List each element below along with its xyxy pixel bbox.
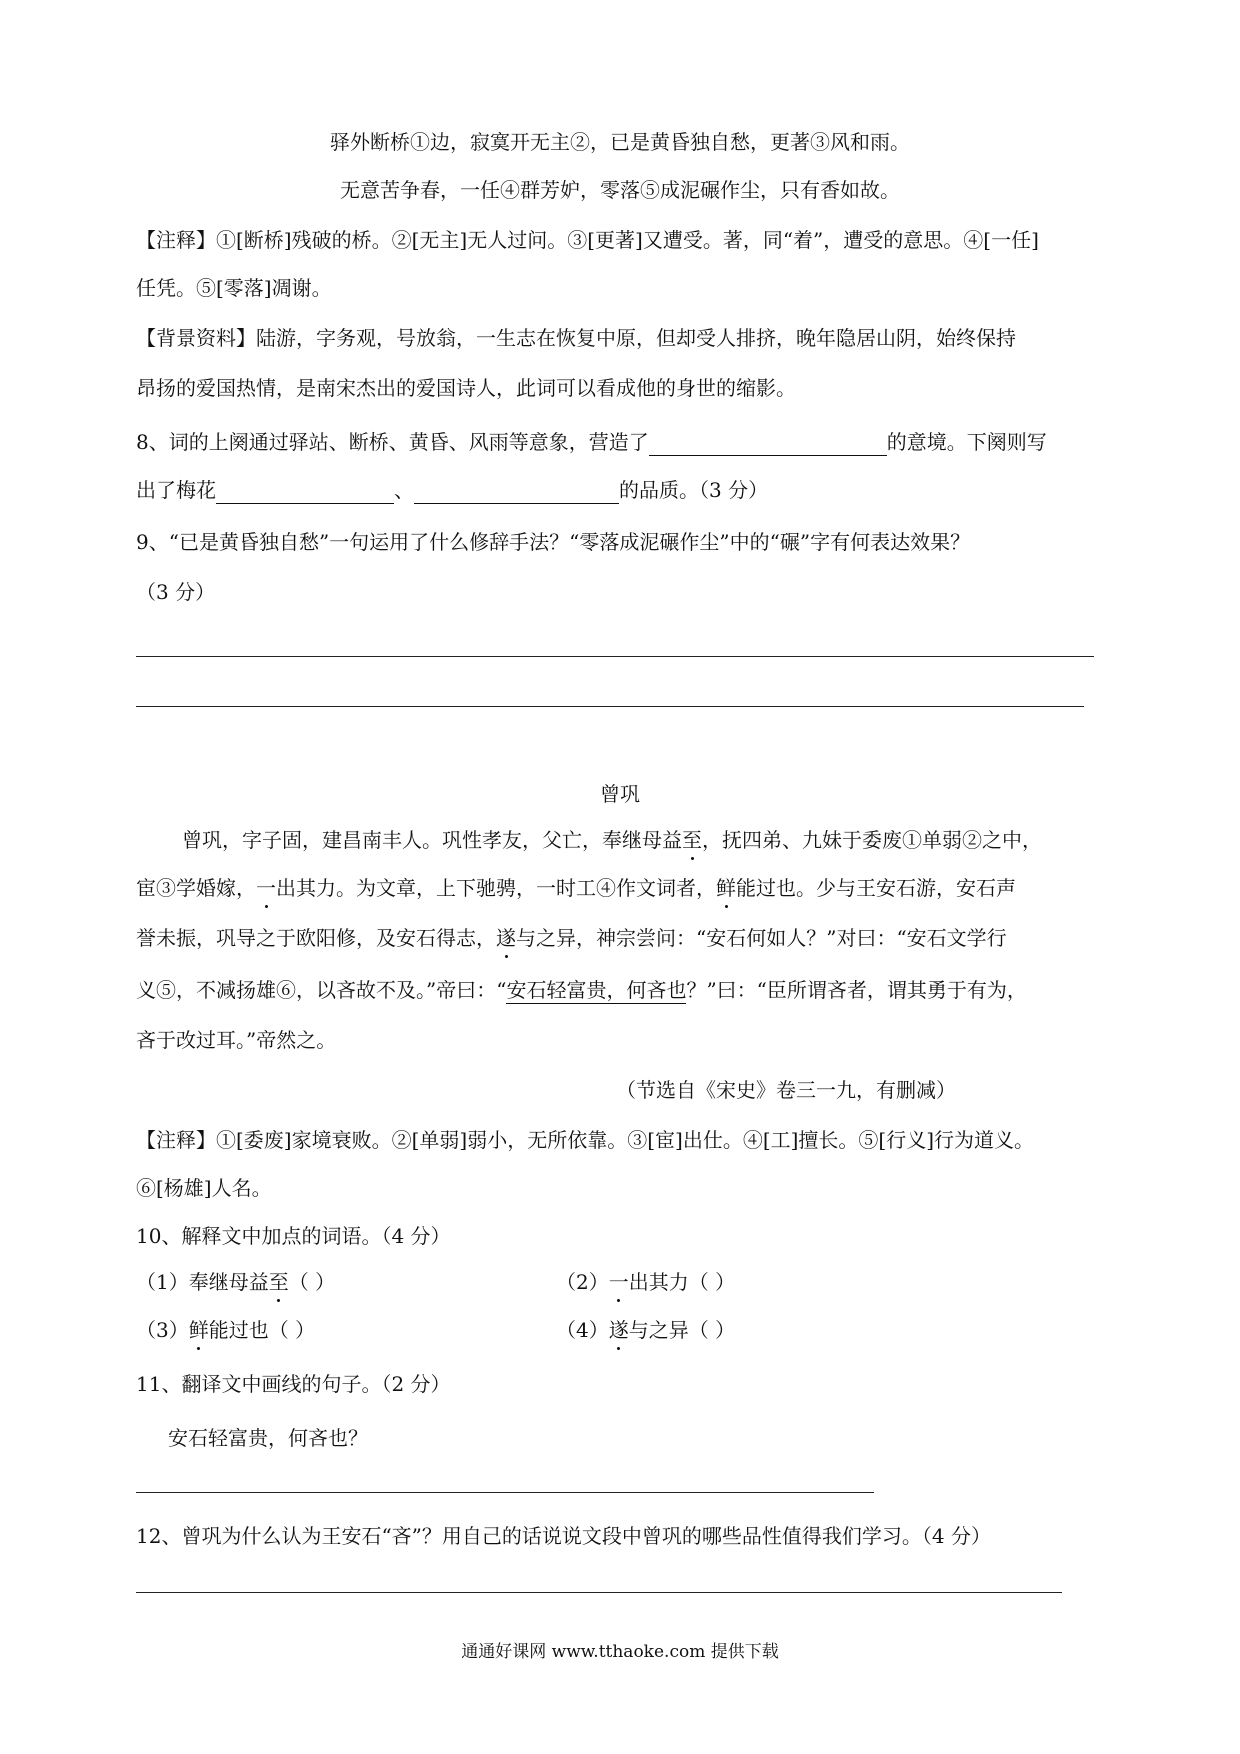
q10-item-2-blank[interactable]: 出其力（ ） bbox=[628, 1270, 736, 1294]
poem-line-1: 驿外断桥①边，寂寞开无主②，已是黄昏独自愁，更著③风和雨。 bbox=[330, 130, 910, 154]
q10-dotted-xian: 鲜 bbox=[188, 1318, 209, 1342]
q10-dotted-yi: 一 bbox=[608, 1270, 629, 1294]
q10-item-4-blank[interactable]: 与之异（ ） bbox=[628, 1318, 736, 1342]
question-9-line-2: （3 分） bbox=[136, 580, 216, 604]
passage-line-2 bbox=[136, 874, 1016, 902]
q8-blank-3[interactable] bbox=[414, 481, 619, 504]
passage-l2-c: 能过也。少与王安石游，安石声 bbox=[736, 876, 1016, 900]
passage-l2-b: 出其力。为文章，上下驰骋，一时工④作文词者， bbox=[276, 876, 716, 900]
q8-sep: 、 bbox=[394, 478, 414, 502]
poem-notes-line-2: 任凭。⑤[零落]凋谢。 bbox=[136, 276, 332, 300]
q9-answer-line-1[interactable] bbox=[136, 656, 1094, 657]
passage-l2-a: 宦③学婚嫁， bbox=[136, 876, 256, 900]
q8-text-2: 的意境。下阕则写 bbox=[886, 430, 1047, 454]
question-11-stem: 11、翻译文中画线的句子。（2 分） bbox=[136, 1372, 451, 1396]
q10-item-2-a: （2） bbox=[556, 1270, 609, 1294]
q10-item-1-a: （1）奉继母益 bbox=[136, 1270, 269, 1294]
question-10-stem: 10、解释文中加点的词语。（4 分） bbox=[136, 1224, 451, 1248]
question-12-stem: 12、曾巩为什么认为王安石“吝”？用自己的话说说文段中曾巩的哪些品性值得我们学习。（4 分） bbox=[136, 1524, 991, 1548]
q10-item-4 bbox=[556, 1316, 735, 1344]
passage-l1-a: 曾巩，字子固，建昌南丰人。巩性孝友，父亡，奉继母益 bbox=[182, 828, 682, 852]
q10-item-3 bbox=[136, 1316, 315, 1344]
passage-notes-line-2: ⑥[杨雄]人名。 bbox=[136, 1176, 272, 1200]
q10-item-2 bbox=[556, 1268, 735, 1296]
background-line-2: 昂扬的爱国热情，是南宋杰出的爱国诗人，此词可以看成他的身世的缩影。 bbox=[136, 376, 796, 400]
passage-l1-b: ，抚四弟、九妹于委废①单弱②之中， bbox=[702, 828, 1042, 852]
q10-dotted-zhi: 至 bbox=[268, 1270, 289, 1294]
question-8-line-2 bbox=[136, 476, 768, 504]
question-9-line-1: 9、“已是黄昏独自愁”一句运用了什么修辞手法？“零落成泥碾作尘”中的“碾”字有何表达效果？ bbox=[136, 530, 971, 554]
poem-line-2: 无意苦争春，一任④群芳妒，零落⑤成泥碾作尘，只有香如故。 bbox=[340, 178, 900, 202]
q10-item-1-blank[interactable]: （ ） bbox=[288, 1270, 336, 1294]
background-line-1: 【背景资料】陆游，字务观，号放翁，一生志在恢复中原，但却受人排挤，晚年隐居山阴，始终保持 bbox=[136, 326, 1016, 350]
passage-line-3 bbox=[136, 924, 1007, 952]
passage-l4-b: ？”曰：“臣所谓吝者，谓其勇于有为， bbox=[686, 978, 1027, 1002]
q9-answer-line-2[interactable] bbox=[136, 706, 1084, 707]
dotted-word-zhi: 至 bbox=[682, 828, 702, 852]
q10-item-4-a: （4） bbox=[556, 1318, 609, 1342]
passage-notes-line-1: 【注释】①[委废]家境衰败。②[单弱]弱小，无所依靠。③[宦]出仕。④[工]擅长。⑤[行义]行为道义。 bbox=[136, 1128, 1035, 1152]
q10-item-1 bbox=[136, 1268, 335, 1296]
poem-notes-line-1: 【注释】①[断桥]残破的桥。②[无主]无人过问。③[更著]又遭受。著，同“着”，遭受的意思。④[一任] bbox=[136, 228, 1039, 252]
page-footer: 通通好课网 www.tthaoke.com 提供下载 bbox=[461, 1642, 779, 1662]
q8-text-1: 8、词的上阕通过驿站、断桥、黄昏、风雨等意象，营造了 bbox=[136, 430, 649, 454]
question-11-sentence: 安石轻富贵，何吝也？ bbox=[168, 1426, 368, 1450]
q10-item-3-blank[interactable]: 能过也（ ） bbox=[208, 1318, 316, 1342]
passage-source: （节选自《宋史》卷三一九，有删减） bbox=[616, 1078, 956, 1102]
passage-line-4 bbox=[136, 976, 1027, 1004]
passage-line-5: 吝于改过耳。”帝然之。 bbox=[136, 1028, 337, 1052]
q8-text-3: 出了梅花 bbox=[136, 478, 216, 502]
passage-line-1 bbox=[182, 826, 1042, 854]
passage-l3-a: 誉未振，巩导之于欧阳修，及安石得志， bbox=[136, 926, 496, 950]
q10-dotted-sui: 遂 bbox=[608, 1318, 629, 1342]
q12-answer-line[interactable] bbox=[136, 1592, 1062, 1593]
q10-item-3-a: （3） bbox=[136, 1318, 189, 1342]
dotted-word-xian: 鲜 bbox=[716, 876, 736, 900]
dotted-word-yi: 一 bbox=[256, 876, 276, 900]
question-8-line-1 bbox=[136, 428, 1047, 456]
q8-blank-2[interactable] bbox=[216, 481, 394, 504]
q11-answer-line[interactable] bbox=[136, 1492, 874, 1493]
dotted-word-sui: 遂 bbox=[496, 926, 516, 950]
passage-l4-a: 义⑤，不减扬雄⑥，以吝故不及。”帝曰：“ bbox=[136, 978, 507, 1002]
q8-blank-1[interactable] bbox=[649, 433, 887, 456]
passage-l3-b: 与之异，神宗尝问：“安石何如人？”对曰：“安石文学行 bbox=[516, 926, 1007, 950]
underlined-sentence: 安石轻富贵，何吝也 bbox=[506, 978, 687, 1002]
passage-title: 曾巩 bbox=[600, 782, 640, 806]
q8-text-4: 的品质。（3 分） bbox=[619, 478, 769, 502]
